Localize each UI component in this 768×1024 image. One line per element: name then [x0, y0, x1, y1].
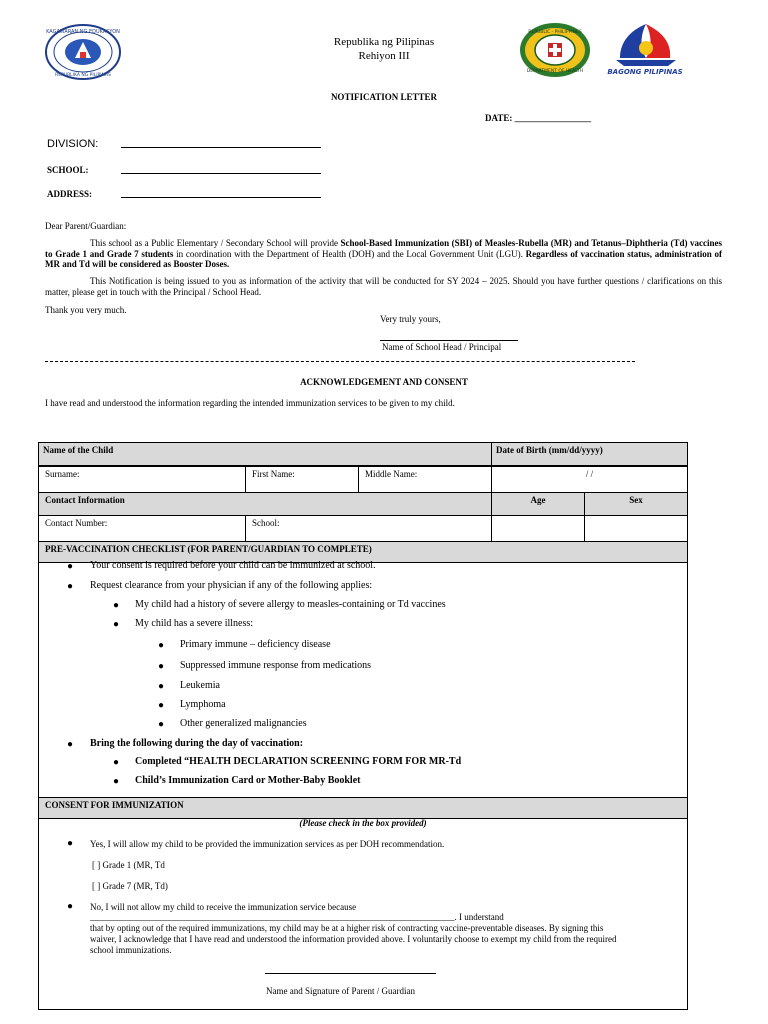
surname-field[interactable]: Surname:: [38, 466, 246, 493]
age-field[interactable]: [491, 515, 585, 542]
letter-paragraph-2: This Notification is being issued to you as information of the activity that will be conducted for SY 2024 – 2025. Should you have further questions / clarifications on this matter, please get in touch with the Principal / School Head.: [45, 276, 722, 297]
bring-item-1: Completed “HEALTH DECLARATION SCREENING FORM FOR MR-Td: [135, 756, 462, 767]
consent-header: CONSENT FOR IMMUNIZATION: [38, 797, 688, 819]
cut-line: [45, 361, 635, 362]
header-line-1: Republika ng Pilipinas: [333, 36, 435, 48]
bullet-icon: ●: [158, 700, 165, 711]
school-label: SCHOOL:: [47, 165, 89, 175]
closing: Very truly yours,: [380, 314, 441, 324]
sex-header: Sex: [584, 492, 688, 516]
svg-text:KAGAWARAN NG EDUKASYON: KAGAWARAN NG EDUKASYON: [46, 29, 120, 35]
address-label: ADDRESS:: [47, 189, 93, 199]
bullet-icon: ●: [67, 561, 74, 572]
ack-statement: I have read and understood the information regarding the intended immunization services to be given to my child.: [45, 398, 455, 408]
division-label: DIVISION:: [47, 138, 99, 150]
grade-1-checkbox[interactable]: [ ] Grade 1 (MR, Td: [92, 860, 165, 870]
checklist-item-1: Your consent is required before your child can be immunized at school.: [90, 560, 376, 571]
illness-1: Primary immune – deficiency disease: [180, 639, 331, 650]
salutation: Dear Parent/Guardian:: [45, 221, 127, 231]
letter-paragraph-1: This school as a Public Elementary / Secondary School will provide School-Based Immunization (SBI) of Measles-Rubella (MR) and Tetanus–Diphtheria (Td) vaccines to Grade 1 and Grade 7 students in coordination with the Department of Health (DOH) and the Local Government Unit (LGU). Regardless of vaccination status, administration of MR and Td will be considered as Booster Doses.: [45, 238, 723, 269]
contact-number-field[interactable]: Contact Number:: [38, 515, 246, 542]
first-name-field[interactable]: First Name:: [245, 466, 359, 493]
age-header: Age: [491, 492, 585, 516]
consent-no-text-3: school immunizations.: [90, 945, 172, 955]
illness-3: Leukemia: [180, 680, 220, 691]
bullet-icon: ●: [113, 619, 120, 630]
parent-signature-label: Name and Signature of Parent / Guardian: [266, 986, 415, 996]
sex-field[interactable]: [584, 515, 688, 542]
ack-title: ACKNOWLEDGEMENT AND CONSENT: [300, 377, 468, 387]
bring-item-2: Child’s Immunization Card or Mother-Baby Booklet: [135, 775, 361, 786]
header-line-2: Rehiyon III: [358, 50, 410, 62]
bullet-icon: ●: [158, 681, 165, 692]
checklist-sub-1: My child had a history of severe allergy to measles-containing or Td vaccines: [135, 599, 446, 610]
bullet-icon: ●: [113, 776, 120, 787]
signatory-label: Name of School Head / Principal: [382, 342, 502, 352]
dob-field[interactable]: / /: [491, 466, 688, 493]
consent-yes: Yes, I will allow my child to be provided the immunization services as per DOH recommendation.: [90, 839, 445, 849]
notification-title: NOTIFICATION LETTER: [330, 92, 438, 102]
consent-no-reason[interactable]: _________________________________________________________________________________. I understand: [90, 912, 504, 922]
checklist-sub-2: My child has a severe illness:: [135, 618, 254, 629]
thanks: Thank you very much.: [45, 305, 127, 315]
illness-4: Lymphoma: [180, 699, 226, 710]
bullet-icon: ●: [67, 581, 74, 592]
signatory-line: [380, 340, 518, 341]
illness-5: Other generalized malignancies: [180, 718, 307, 729]
doh-seal: [518, 22, 592, 78]
deped-seal: [44, 24, 122, 80]
bagong-pilipinas-text: BAGONG PILIPINAS: [607, 68, 683, 76]
contact-info-header: Contact Information: [38, 492, 492, 516]
bullet-icon: ●: [113, 600, 120, 611]
illness-2: Suppressed immune response from medications: [180, 660, 372, 671]
parent-signature-line[interactable]: [265, 973, 436, 974]
name-of-child-header: Name of the Child: [38, 442, 492, 466]
consent-no: No, I will not allow my child to receive the immunization service because: [90, 902, 357, 912]
consent-note: (Please check in the box provided): [299, 818, 427, 828]
bullet-icon: ●: [67, 739, 74, 750]
dob-header: Date of Birth (mm/dd/yyyy): [491, 442, 688, 466]
address-line[interactable]: [121, 197, 321, 198]
bullet-icon: ●: [113, 757, 120, 768]
checklist-header: PRE-VACCINATION CHECKLIST (FOR PARENT/GUARDIAN TO COMPLETE): [38, 541, 688, 563]
division-line[interactable]: [121, 147, 321, 148]
bullet-icon: ●: [158, 640, 165, 651]
school-field[interactable]: School:: [245, 515, 492, 542]
svg-text:REPUBLIKA NG PILIPINAS: REPUBLIKA NG PILIPINAS: [55, 73, 111, 78]
grade-7-checkbox[interactable]: [ ] Grade 7 (MR, Td): [92, 881, 168, 891]
consent-no-text-2: waiver, I acknowledge that I have read and understood the information provided above. I voluntarily choose to exempt my child from the required: [90, 934, 617, 944]
bagong-pilipinas-logo: [606, 18, 684, 82]
checklist-item-2: Request clearance from your physician if any of the following applies:: [90, 580, 373, 591]
school-line[interactable]: [121, 173, 321, 174]
checklist-item-3: Bring the following during the day of vaccination:: [90, 738, 304, 749]
consent-no-text-1: that by opting out of the required immunizations, my child may be at a higher risk of contracting vaccine-preventable diseases. By signing this: [90, 923, 604, 933]
middle-name-field[interactable]: Middle Name:: [358, 466, 492, 493]
bullet-icon: ●: [67, 901, 74, 912]
svg-text:DEPARTMENT OF HEALTH: DEPARTMENT OF HEALTH: [526, 69, 584, 74]
bullet-icon: ●: [158, 661, 165, 672]
date-field[interactable]: DATE: _________________: [485, 113, 592, 123]
svg-text:REPUBLIC · PHILIPPINES: REPUBLIC · PHILIPPINES: [528, 30, 582, 35]
bullet-icon: ●: [67, 838, 74, 849]
bullet-icon: ●: [158, 719, 165, 730]
